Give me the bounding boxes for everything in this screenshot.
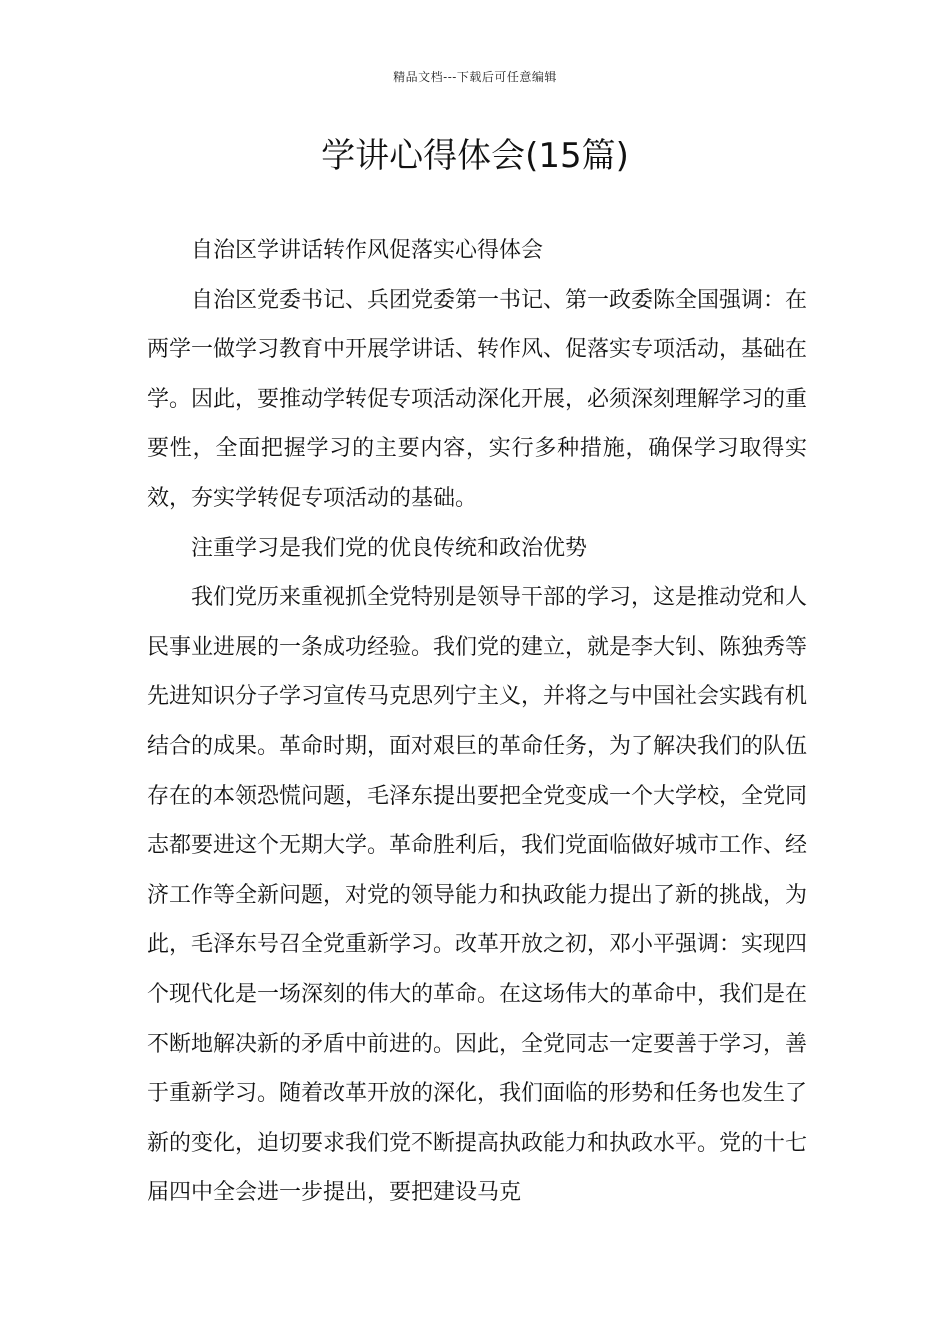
header-note: 精品文档---下载后可任意编辑 bbox=[393, 70, 557, 84]
body-paragraph: 自治区党委书记、兵团党委第一书记、第一政委陈全国强调：在两学一做学习教育中开展学讲话、转作风、促落实专项活动，基础在学。因此，要推动学转促专项活动深化开展，必须深刻理解学习的重要性，全面把握学习的主要内容，实行多种措施，确保学习取得实效，夯实学转促专项活动的基础。 bbox=[147, 287, 808, 511]
document-body bbox=[147, 226, 807, 1218]
section-heading: 自治区学讲话转作风促落实心得体会 bbox=[191, 238, 544, 263]
body-paragraph: 我们党历来重视抓全党特别是领导干部的学习，这是推动党和人民事业进展的一条成功经验。我们党的建立，就是李大钊、陈独秀等先进知识分子学习宣传马克思列宁主义，并将之与中国社会实践有机结合的成果。革命时期，面对艰巨的革命任务，为了解决我们的队伍存在的本领恐慌问题，毛泽东提出要把全党变成一个大学校，全党同志都要进这个无期大学。革命胜利后，我们党面临做好城市工作、经济工作等全新问题，对党的领导能力和执政能力提出了新的挑战，为此，毛泽东号召全党重新学习。改革开放之初，邓小平强调：实现四个现代化是一场深刻的伟大的革命。在这场伟大的革命中，我们是在不断地解决新的矛盾中前进的。因此，全党同志一定要善于学习，善于重新学习。随着改革开放的深化，我们面临的形势和任务也发生了新的变化，迫切要求我们党不断提高执政能力和执政水平。党的十七届四中全会进一步提出，要把建设马克 bbox=[147, 585, 808, 1206]
document-title: 学讲心得体会(15篇) bbox=[321, 136, 629, 176]
section-heading: 注重学习是我们党的优良传统和政治优势 bbox=[191, 535, 588, 561]
